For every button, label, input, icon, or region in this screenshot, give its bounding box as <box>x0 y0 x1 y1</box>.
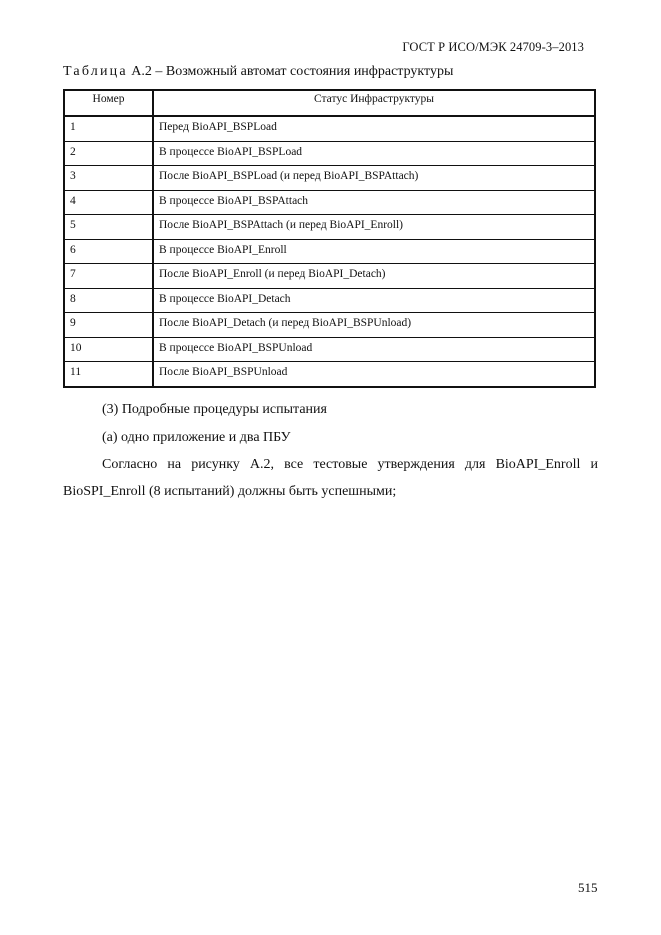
table-row <box>64 215 595 240</box>
row-status-cell: После BioAPI_BSPLoad (и перед BioAPI_BSPAttach) <box>153 166 595 191</box>
row-number-cell: 3 <box>64 166 153 191</box>
page-number: 515 <box>578 880 598 895</box>
row-number-cell: 6 <box>64 239 153 264</box>
table-header-row <box>64 90 595 116</box>
table-row <box>64 313 595 338</box>
row-status-cell: В процессе BioAPI_BSPAttach <box>153 190 595 215</box>
row-status-cell: В процессе BioAPI_BSPUnload <box>153 337 595 362</box>
column-header-status: Статус Инфраструктуры <box>153 90 595 116</box>
row-number-cell: 4 <box>64 190 153 215</box>
row-status-cell: В процессе BioAPI_Detach <box>153 288 595 313</box>
paragraph-word: рисунку <box>191 457 240 472</box>
table-row <box>64 337 595 362</box>
row-status-cell: В процессе BioAPI_Enroll <box>153 239 595 264</box>
document-header: ГОСТ Р ИСО/МЭК 24709-3–2013 <box>402 40 584 54</box>
paragraph-continuation: BioSPI_Enroll (8 испытаний) должны быть успешными; <box>63 484 397 499</box>
paragraph-word: на <box>167 457 182 472</box>
row-status-cell: После BioAPI_BSPUnload <box>153 362 595 387</box>
paragraph-word: утверждения <box>377 457 455 472</box>
table-row <box>64 116 595 141</box>
column-header-number: Номер <box>64 90 153 116</box>
table-row <box>64 239 595 264</box>
table-row <box>64 166 595 191</box>
row-status-cell: В процессе BioAPI_BSPLoad <box>153 141 595 166</box>
table-row <box>64 141 595 166</box>
row-status-cell: После BioAPI_BSPAttach (и перед BioAPI_Enroll) <box>153 215 595 240</box>
table-caption <box>63 64 453 80</box>
table-row <box>64 362 595 387</box>
table-row <box>64 288 595 313</box>
paragraph-one-app-two-bsp: (а) одно приложение и два ПБУ <box>102 430 291 445</box>
paragraph-word: BioAPI_Enroll <box>495 457 581 472</box>
paragraph-word: А.2, <box>249 457 275 472</box>
paragraph-according-to-figure <box>102 457 598 473</box>
paragraph-word: тестовые <box>313 457 368 472</box>
row-status-cell: После BioAPI_Enroll (и перед BioAPI_Detach) <box>153 264 595 289</box>
row-status-cell: Перед BioAPI_BSPLoad <box>153 116 595 141</box>
row-number-cell: 9 <box>64 313 153 338</box>
paragraph-word: для <box>464 457 486 472</box>
row-number-cell: 11 <box>64 362 153 387</box>
table-body <box>64 116 595 387</box>
paragraph-word: Согласно <box>102 457 158 472</box>
table-caption-label: Таблица <box>63 64 128 79</box>
paragraph-word: все <box>284 457 304 472</box>
table-row <box>64 190 595 215</box>
paragraph-test-procedures: (3) Подробные процедуры испытания <box>102 402 327 417</box>
row-number-cell: 10 <box>64 337 153 362</box>
row-number-cell: 2 <box>64 141 153 166</box>
row-status-cell: После BioAPI_Detach (и перед BioAPI_BSPUnload) <box>153 313 595 338</box>
row-number-cell: 1 <box>64 116 153 141</box>
table-caption-text: А.2 – Возможный автомат состояния инфраструктуры <box>127 64 454 79</box>
row-number-cell: 8 <box>64 288 153 313</box>
state-table <box>63 89 596 388</box>
row-number-cell: 7 <box>64 264 153 289</box>
table-row <box>64 264 595 289</box>
row-number-cell: 5 <box>64 215 153 240</box>
paragraph-word: и <box>590 457 598 472</box>
